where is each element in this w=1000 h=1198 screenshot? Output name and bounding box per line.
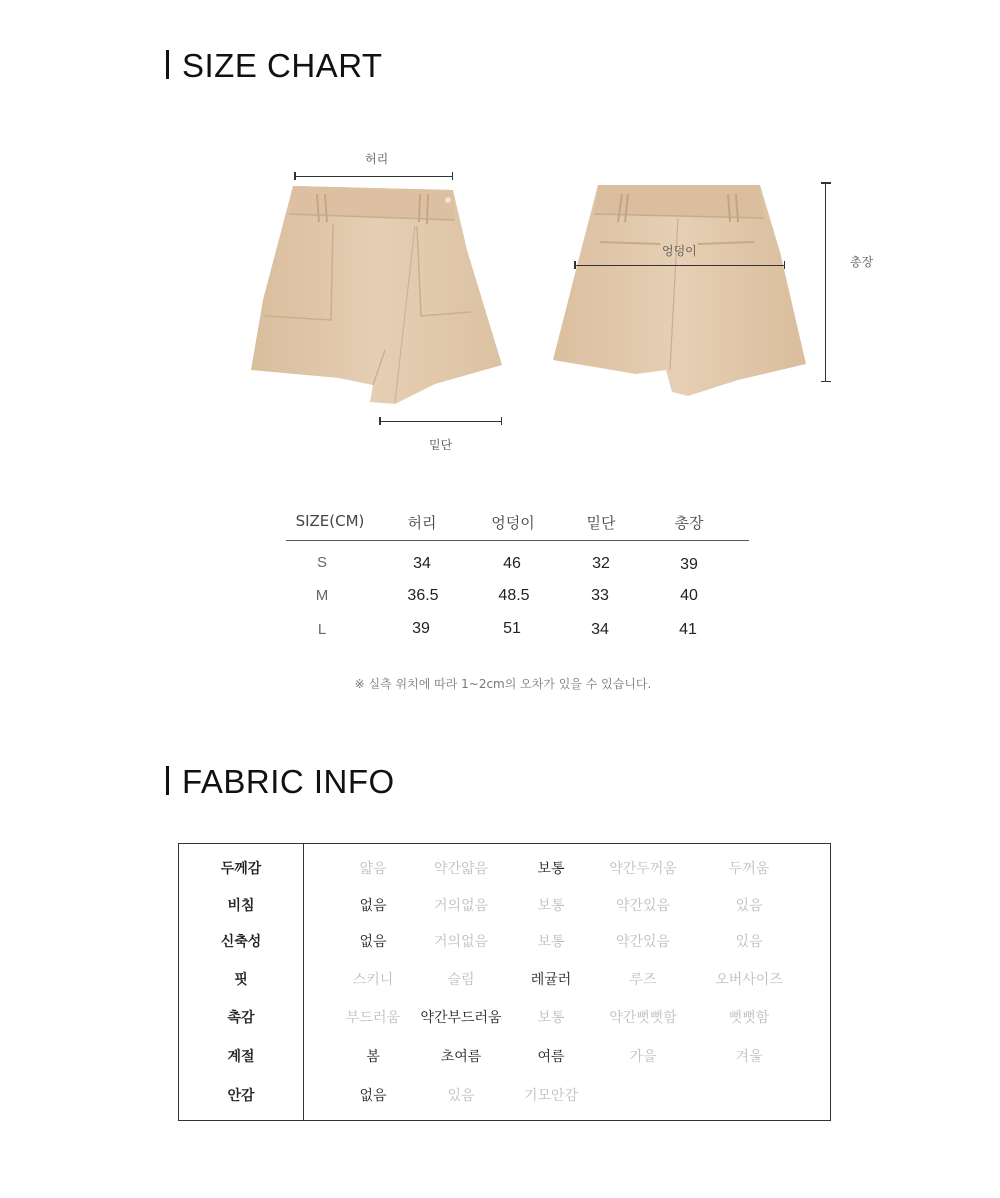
fabric-row-label: 계절 bbox=[227, 1049, 255, 1065]
size-header-hem: 밑단 bbox=[586, 514, 616, 532]
size-row-l-hip: 51 bbox=[503, 620, 521, 637]
fabric-option: 부드러움 bbox=[345, 1010, 401, 1026]
fabric-option: 약간뻣뻣함 bbox=[609, 1010, 677, 1026]
fabric-option: 스키니 bbox=[352, 972, 394, 988]
fabric-option: 뻣뻣함 bbox=[728, 1010, 770, 1026]
fabric-row-label: 안감 bbox=[227, 1088, 255, 1104]
fabric-row-season bbox=[179, 1046, 830, 1066]
fabric-option: 있음 bbox=[735, 934, 763, 950]
fabric-option: 얇음 bbox=[359, 861, 387, 877]
size-row-m-hip: 48.5 bbox=[498, 587, 530, 604]
fabric-option: 오버사이즈 bbox=[715, 972, 783, 988]
fabric-option: 약간부드러움 bbox=[420, 1010, 502, 1026]
fabric-option: 겨울 bbox=[735, 1049, 763, 1065]
fabric-option: 보통 bbox=[537, 898, 565, 914]
fabric-info-table bbox=[178, 843, 831, 1121]
fabric-row-fit bbox=[179, 969, 830, 989]
fabric-info-title: FABRIC INFO bbox=[166, 765, 395, 798]
fabric-row-thickness bbox=[179, 858, 830, 878]
size-row-l-waist: 39 bbox=[412, 620, 430, 637]
fabric-row-texture bbox=[179, 1007, 830, 1027]
hip-measure-line bbox=[575, 265, 784, 266]
size-header-hip: 엉덩이 bbox=[491, 514, 535, 532]
fabric-option: 초여름 bbox=[440, 1049, 482, 1065]
fabric-row-sheerness bbox=[179, 895, 830, 915]
size-row-l-length: 41 bbox=[679, 621, 697, 638]
size-row-m-hem: 33 bbox=[591, 587, 609, 604]
size-chart-title: SIZE CHART bbox=[166, 49, 383, 82]
fabric-row-label: 비침 bbox=[227, 898, 255, 914]
size-row-l-hem: 34 bbox=[591, 621, 609, 638]
fabric-option: 봄 bbox=[366, 1049, 380, 1065]
hem-label: 밑단 bbox=[429, 438, 453, 452]
size-row-s-hip: 46 bbox=[503, 555, 521, 572]
fabric-row-lining bbox=[179, 1085, 830, 1105]
measurement-note: ※ 실측 위치에 따라 1~2cm의 오차가 있을 수 있습니다. bbox=[354, 677, 652, 691]
hip-label: 엉덩이 bbox=[662, 244, 697, 258]
hem-measure-line bbox=[380, 421, 501, 422]
fabric-option: 약간두꺼움 bbox=[609, 861, 677, 877]
fabric-row-label: 촉감 bbox=[227, 1010, 255, 1026]
fabric-row-label: 두께감 bbox=[220, 861, 262, 877]
waist-label: 허리 bbox=[365, 152, 389, 166]
fabric-option: 없음 bbox=[359, 1088, 387, 1104]
waist-measure-line bbox=[295, 176, 452, 177]
shorts-front-image bbox=[245, 180, 510, 410]
fabric-option: 보통 bbox=[537, 1010, 565, 1026]
fabric-option: 있음 bbox=[735, 898, 763, 914]
fabric-option: 가을 bbox=[629, 1049, 657, 1065]
size-row-l-name: L bbox=[317, 621, 327, 638]
fabric-option: 보통 bbox=[537, 861, 565, 877]
size-row-s-waist: 34 bbox=[413, 555, 431, 572]
size-row-m-waist: 36.5 bbox=[407, 587, 439, 604]
fabric-option: 약간얇음 bbox=[433, 861, 489, 877]
length-measure-line bbox=[825, 183, 826, 381]
fabric-option: 없음 bbox=[359, 934, 387, 950]
fabric-option: 레귤러 bbox=[530, 972, 572, 988]
shorts-back-image bbox=[548, 182, 810, 402]
fabric-option: 있음 bbox=[447, 1088, 475, 1104]
fabric-option: 루즈 bbox=[629, 972, 657, 988]
fabric-option: 두꺼움 bbox=[728, 861, 770, 877]
fabric-option: 거의없음 bbox=[433, 934, 489, 950]
size-header-size: SIZE(CM) bbox=[295, 512, 365, 530]
fabric-option: 기모안감 bbox=[523, 1088, 579, 1104]
fabric-option: 보통 bbox=[537, 934, 565, 950]
size-row-s-name: S bbox=[316, 554, 328, 571]
fabric-option: 약간있음 bbox=[615, 898, 671, 914]
size-header-length: 총장 bbox=[674, 514, 704, 532]
length-label: 총장 bbox=[850, 255, 874, 269]
fabric-row-label: 핏 bbox=[234, 972, 248, 988]
size-row-s-hem: 32 bbox=[592, 555, 610, 572]
fabric-row-label: 신축성 bbox=[220, 934, 262, 950]
fabric-option: 거의없음 bbox=[433, 898, 489, 914]
fabric-row-stretch bbox=[179, 931, 830, 951]
size-table-divider bbox=[286, 540, 749, 541]
size-row-m-name: M bbox=[315, 587, 329, 604]
size-row-m-length: 40 bbox=[680, 587, 698, 604]
fabric-option: 약간있음 bbox=[615, 934, 671, 950]
size-header-waist: 허리 bbox=[407, 514, 437, 532]
fabric-option: 없음 bbox=[359, 898, 387, 914]
size-row-s-length: 39 bbox=[680, 556, 698, 573]
fabric-option: 슬림 bbox=[447, 972, 475, 988]
fabric-option: 여름 bbox=[537, 1049, 565, 1065]
